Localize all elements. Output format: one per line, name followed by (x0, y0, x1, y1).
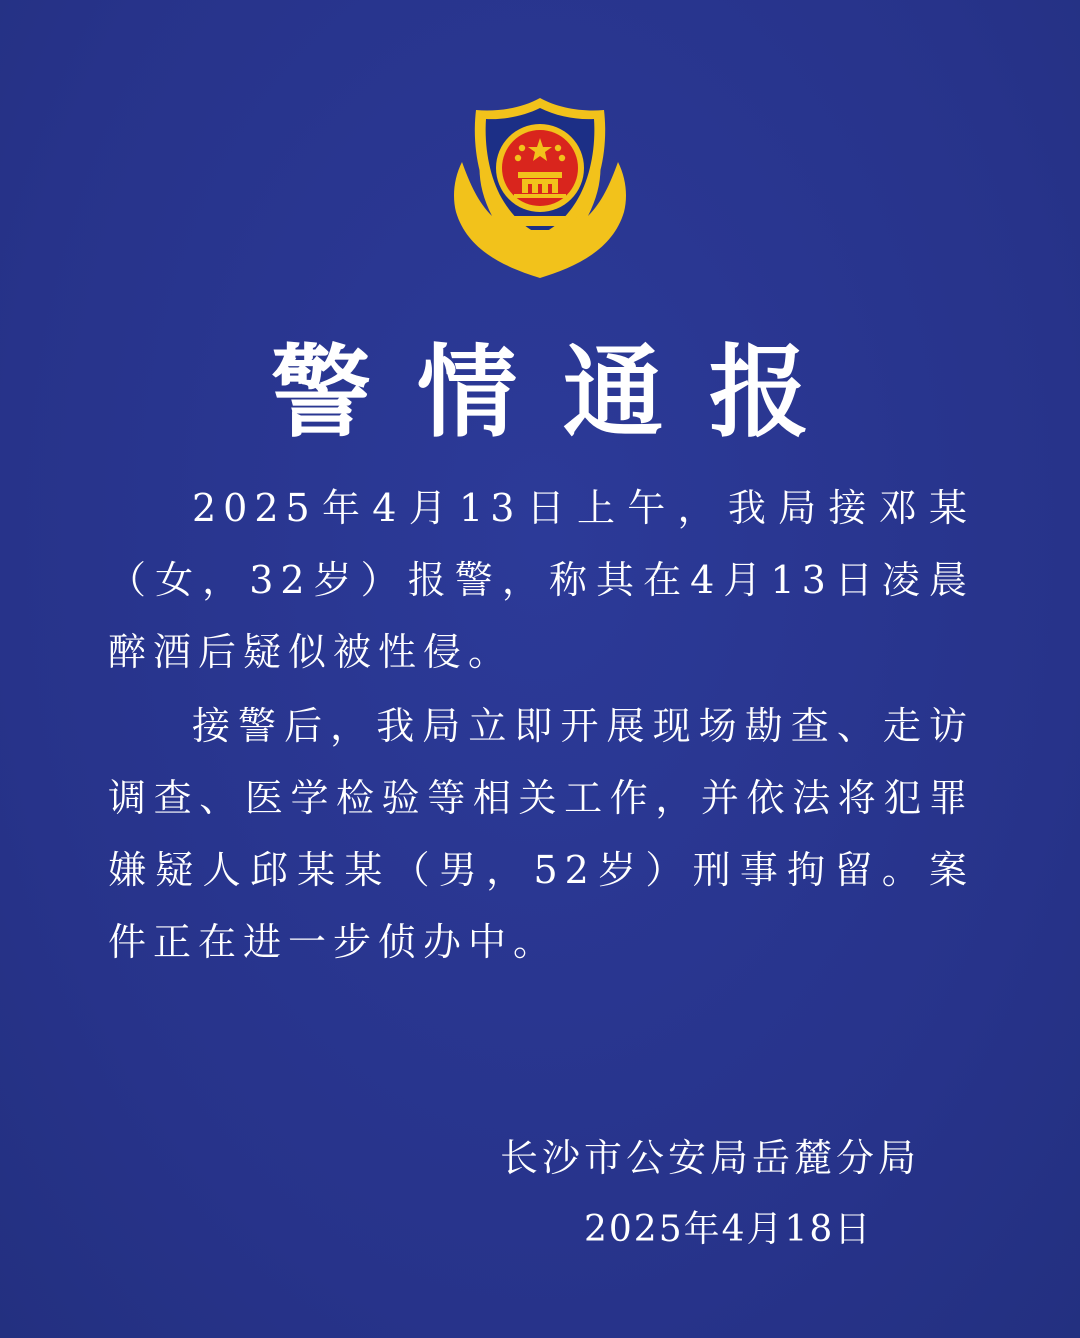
issue-date: 2025年4月18日 (584, 1209, 873, 1250)
police-badge-icon (448, 92, 632, 284)
notice-paragraph: 2025年4月13日上午，我局接邓某（女，32岁）报警，称其在4月13日凌晨醉酒后疑似被性侵。 (108, 486, 974, 674)
issuer-name: 长沙市公安局岳麓分局 (500, 1136, 921, 1180)
notice-title: 警情通报 (271, 333, 855, 451)
notice-paragraph: 接警后，我局立即开展现场勘查、走访调查、医学检验等相关工作，并依法将犯罪嫌疑人邱某某（男，52岁）刑事拘留。案件正在进一步侦办中。 (108, 704, 974, 964)
notice-body (108, 472, 974, 978)
